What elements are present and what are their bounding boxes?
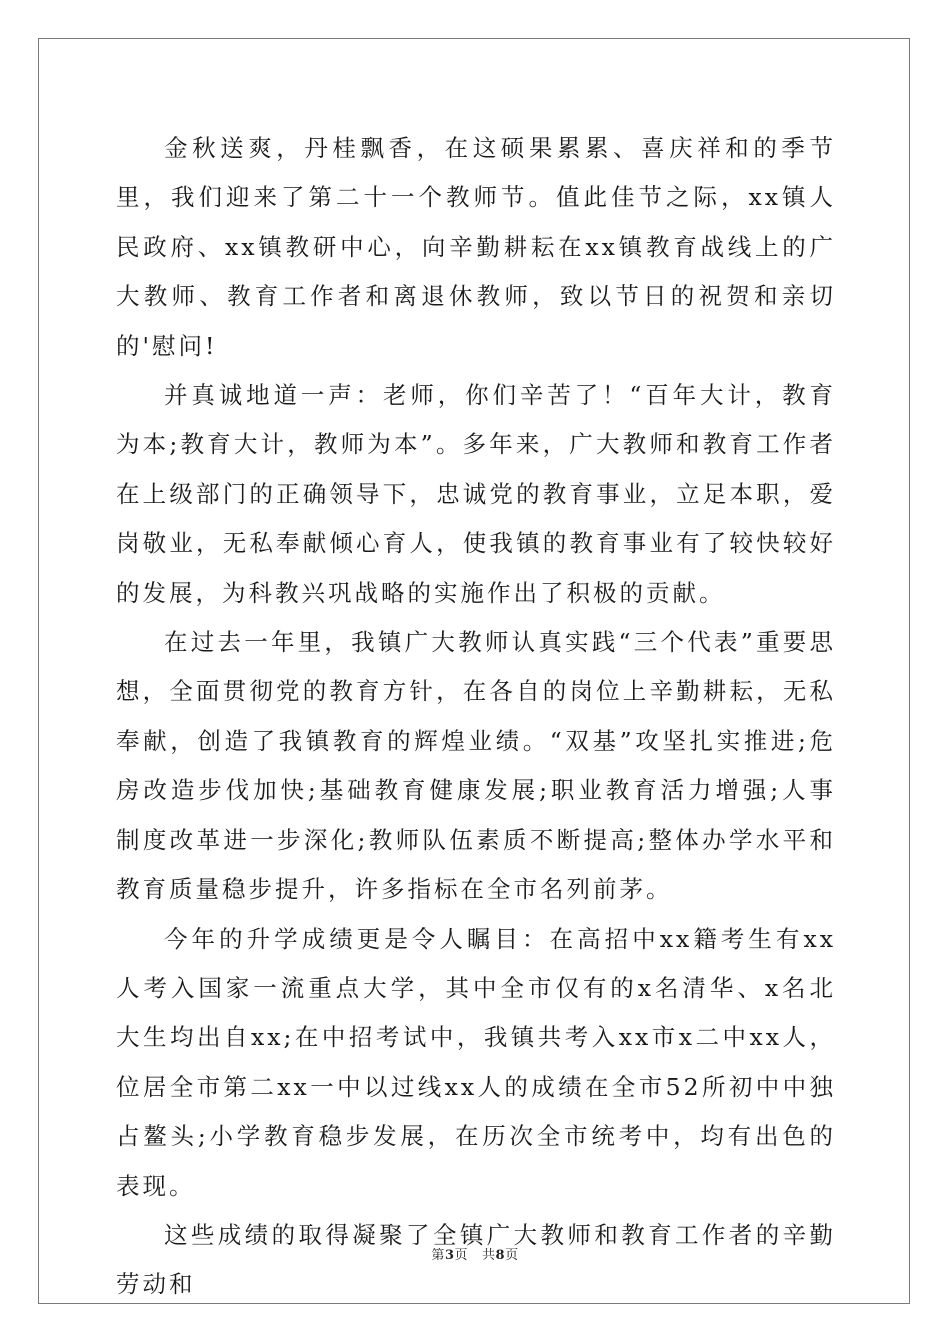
total-prefix: 共: [482, 1248, 496, 1263]
page-total: 8: [495, 1248, 506, 1263]
page-footer: [0, 1244, 950, 1263]
page-total-label: [482, 1248, 519, 1263]
paragraph-4: 今年的升学成绩更是令人瞩目：在高招中xx籍考生有xx人考入国家一流重点大学，其中全市仅有的x名清华、x名北大生均出自xx;在中招考试中，我镇共考入xx市x二中xx人，位居全市第二xx一中以过线xx人的成绩在全市52所初中中独占鳌头;小学教育稳步发展，在历次全市统考中，均有出色的表现。: [116, 924, 836, 1200]
document-body: [116, 124, 836, 1310]
page-suffix: 页: [454, 1248, 468, 1263]
paragraph-2: 并真诚地道一声：老师，你们辛苦了！“百年大计，教育为本;教育大计，教师为本”。多年来，广大教师和教育工作者在上级部门的正确领导下，忠诚党的教育事业，立足本职，爱岗敬业，无私奉献倾心育人，使我镇的教育事业有了较快较好的发展，为科教兴巩战略的实施作出了积极的贡献。: [116, 381, 836, 607]
paragraph-3: 在过去一年里，我镇广大教师认真实践“三个代表”重要思想，全面贯彻党的教育方针，在各自的岗位上辛勤耕耘，无私奉献，创造了我镇教育的辉煌业绩。“双基”攻坚扎实推进;危房改造步伐加快;基础教育健康发展;职业教育活力增强;人事制度改革进一步深化;教师队伍素质不断提高;整体办学水平和教育质量稳步提升，许多指标在全市名列前茅。: [116, 628, 836, 904]
paragraph-1: 金秋送爽，丹桂飘香，在这硕果累累、喜庆祥和的季节里，我们迎来了第二十一个教师节。值此佳节之际，xx镇人民政府、xx镇教研中心，向辛勤耕耘在xx镇教育战线上的广大教师、教育工作者和离退休教师，致以节日的祝贺和亲切的'慰问!: [116, 134, 836, 360]
total-suffix: 页: [505, 1248, 519, 1263]
page-current: 3: [444, 1248, 455, 1263]
page-number-label: [431, 1248, 468, 1263]
page-prefix: 第: [431, 1248, 445, 1263]
paragraph-5: 这些成绩的取得凝聚了全镇广大教师和教育工作者的辛勤劳动和: [116, 1220, 836, 1299]
